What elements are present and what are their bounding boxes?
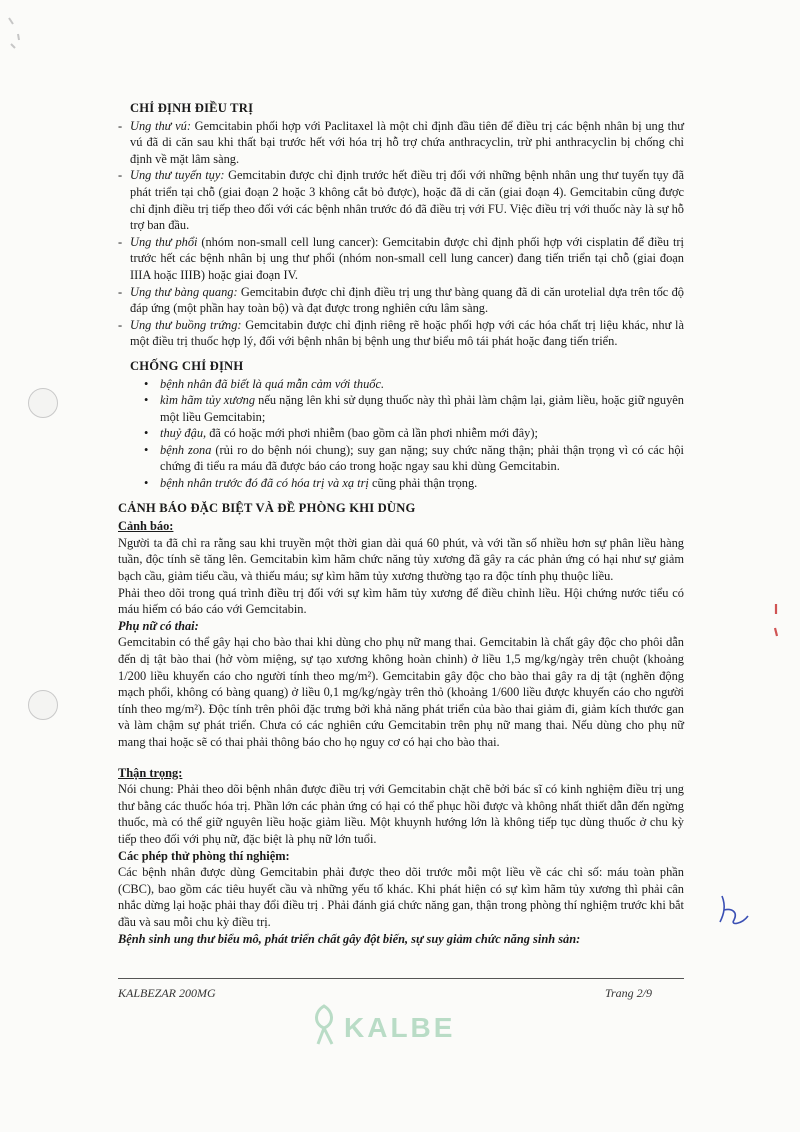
lab-tests-subheading: Các phép thử phòng thí nghiệm: [118, 848, 290, 863]
footer-page-number: Trang 2/9 [605, 986, 653, 1000]
contraindication-item: • thuỷ đậu, đã có hoặc mới phơi nhiễm (bao gồm cả lần phơi nhiễm mới đây); [118, 425, 684, 442]
pregnancy-subheading: Phụ nữ có thai: [118, 618, 199, 633]
warnings-heading: CẢNH BÁO ĐẶC BIỆT VÀ ĐỀ PHÒNG KHI DÙNG [118, 500, 416, 515]
lab-tests-paragraph: Các bệnh nhân được dùng Gemcitabin phải được theo dõi trước mỗi một liều về các chỉ số: máu toàn phần (CBC), bao gồm các tiêu huyết cầu và những yếu tố khác. Khi phát hiện có sự kìm hãm tủy xương thì phải cân nhắc dừng lại hoặc phải thay đổi điều trị . Phải đánh giá chức năng gan, thận trong phòng thí nghiệm trước khi bắt đầu và sau mỗi chu kỳ điều trị. [118, 865, 684, 929]
kalbe-watermark: KALBE [344, 1012, 456, 1043]
kalbe-logo-icon [310, 1002, 340, 1046]
footer-rule [118, 978, 684, 979]
caution-subheading: Thận trọng: [118, 765, 183, 780]
scan-mark-red [770, 600, 782, 640]
footer-product: KALBEZAR 200MG [118, 986, 216, 1000]
punch-hole-bottom [28, 690, 58, 720]
handwritten-initials [714, 892, 754, 932]
pregnancy-paragraph: Gemcitabin có thể gây hại cho bào thai khi dùng cho phụ nữ mang thai. Gemcitabin là chất gây độc cho phôi dẫn đến dị tật bào thai (hở vòm miệng, sự tạo xương không hoàn chỉnh) ở liều 1,5 mg/kg/ngày trên chuột (khoảng 1/200 liều khuyến cáo cho người tính theo mg/m²). Gemcitabin gây độc cho bào thai gây ra dị tật (nghẽn động mạch phổi, không có bàng quang) ở liều 0,1 mg/kg/ngày trên thỏ (khoảng 1/600 liều được khuyến cáo cho người tính theo mg/m²). Độc tính trên phôi đặc trưng bởi khả năng phát triển của bào thai giảm đi, giảm kích thước gan và làm chậm sự phát triển. Chưa có các nghiên cứu Gemcitabin trên phụ nữ mang thai. Nếu dùng cho phụ nữ mang thai hoặc sẽ có thai phải thông báo cho họ nguy cơ có hại cho bào thai. [118, 635, 684, 749]
contraindication-item: • kìm hãm tủy xương nếu nặng lên khi sử dụng thuốc này thì phải làm chậm lại, giảm liều, hoặc giữ nguyên một liều Gemcitabin; [118, 392, 684, 425]
indication-item: - Ung thư vú: Gemcitabin phối hợp với Paclitaxel là một chỉ định đầu tiên để điều trị các bệnh nhân bị ung thư vú đã di căn sau khi thất bại trước hết với hóa trị hỗ trợ chứa anthracyclin, trừ phi anthracyclin bị chống chỉ định về mặt lâm sàng. [118, 118, 684, 168]
contraindication-item: • bệnh nhân trước đó đã có hóa trị và xạ trị cũng phải thận trọng. [118, 475, 684, 492]
indications-heading: CHỈ ĐỊNH ĐIỀU TRỊ [130, 101, 254, 115]
contraindication-item: • bệnh nhân đã biết là quá mẫn cảm với thuốc. [118, 376, 684, 393]
contraindication-item: • bệnh zona (rủi ro do bệnh nói chung); suy gan nặng; suy chức năng thận; phải thận trọng vì có các hội chứng đi tiểu ra máu đã được báo cáo trong hoặc ngay sau khi dùng Gemcitabin. [118, 442, 684, 475]
warning-subheading: Cảnh báo: [118, 519, 174, 534]
document-body [118, 100, 684, 947]
indication-item: - Ung thư buồng trứng: Gemcitabin được chỉ định riêng rẽ hoặc phối hợp với các hóa chất trị liệu khác, như là một điều trị thuốc hợp lý, đối với bệnh nhân bị bệnh ung thư biểu mô tái phát hoặc đang tiến triển. [118, 317, 684, 350]
scan-smudge [6, 14, 36, 54]
carcinogenesis-subheading: Bệnh sinh ung thư biểu mô, phát triển chất gây đột biến, sự suy giảm chức năng sinh sản: [118, 931, 581, 946]
warning-paragraph: Phải theo dõi trong quá trình điều trị đối với sự kìm hãm tủy xương để điều chỉnh liều. Hội chứng nước tiểu có máu hiếm có báo cáo với Gemcitabin. [118, 585, 684, 617]
warning-paragraph: Người ta đã chỉ ra rằng sau khi truyền một thời gian dài quá 60 phút, và với tần số nhiều hơn sự phân liều hàng tuần, độc tính sẽ tăng lên. Gemcitabin kìm hãm chức năng tủy xương đã gây ra các phản ứng có hại như sự giảm bạch cầu, giảm tiểu cầu, và thiếu máu; sự kìm hãm tủy xương thường tạo ra độc tính phụ thuộc liều. [118, 535, 684, 584]
indication-item: - Ung thư phổi (nhóm non-small cell lung cancer): Gemcitabin được chỉ định phối hợp với cisplatin để điều trị trước hết các bệnh nhân bị ung thư phổi (nhóm non-small cell lung cancer) đang tiến triển tại chỗ (giai đoạn IIIA hoặc IIIB) hoặc giai đoạn IV. [118, 234, 684, 284]
indication-item: - Ung thư tuyến tụy: Gemcitabin được chỉ định trước hết điều trị đối với những bệnh nhân ung thư tuyến tụy đã phát triển tại chỗ (giai đoạn 2 hoặc 3 không cắt bỏ được), hoặc đã di căn (giai đoạn 4). Gemcitabin cũng được chỉ định điều trị tiếp theo đối với các bệnh nhân trước đó đã điều trị với FU. Việc điều trị với thuốc này là sự hỗ trợ ban đầu. [118, 167, 684, 233]
contraindications-heading: CHỐNG CHỈ ĐỊNH [130, 358, 244, 373]
indication-item: - Ung thư bàng quang: Gemcitabin được chỉ định điều trị ung thư bàng quang đã di căn urotelial dựa trên tốc độ đáp ứng (một phần hay toàn bộ) và đạt được trong nghiên cứu lâm sàng. [118, 284, 684, 317]
caution-paragraph: Nói chung: Phải theo dõi bệnh nhân được điều trị với Gemcitabin chặt chẽ bởi bác sĩ có kinh nghiệm điều trị ung thư bằng các thuốc hóa trị. Phần lớn các phản ứng có hại có thể phục hồi được và không nhất thiết dẫn đến ngừng thuốc, mà có thể giữ nguyên liều hoặc giảm liều. Một khuynh hướng lớn là không tiếp tục dùng thuốc ở chu kỳ tiếp theo đối với phụ nữ, đặc biệt là phụ nữ lớn tuổi. [118, 782, 684, 846]
punch-hole-top [28, 388, 58, 418]
